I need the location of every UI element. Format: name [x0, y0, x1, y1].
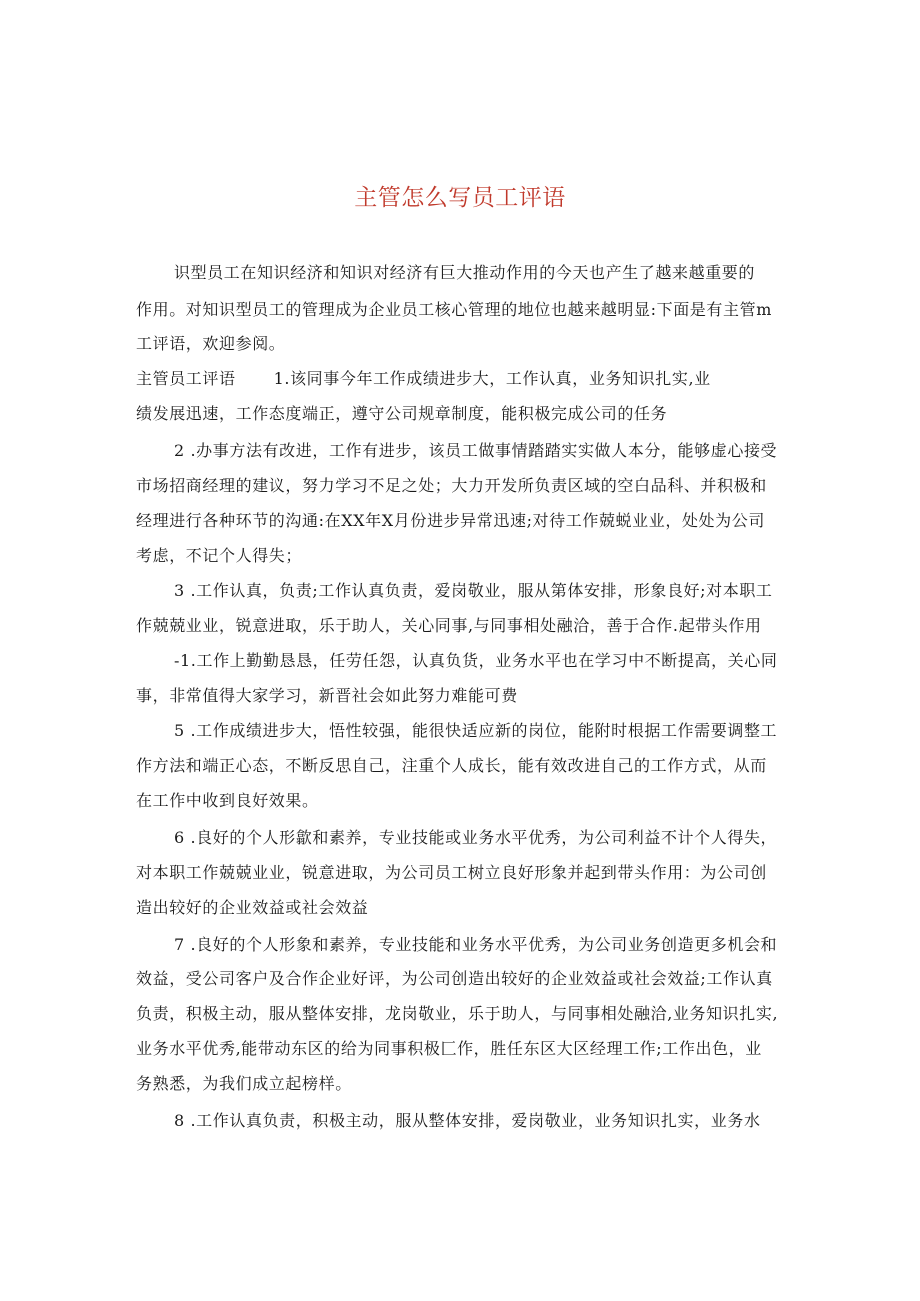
paragraph-line: 识型员工在知识经济和知识对经济有巨大推动作用的今天也产生了越来越重要的 [174, 263, 756, 282]
paragraph-line: 对本职工作兢兢业业，锐意进取，为公司员工树立良好形象并起到带头作用：为公司创 [136, 863, 767, 882]
paragraph-text: 1.该同事今年工作成绩进步大，工作认真，业务知识扎实,业 [273, 369, 711, 388]
paragraph-line: 经理进行各种环节的沟通:在XX年X月份进步异常迅速;对待工作兢蜕业业，处处为公司 [136, 511, 765, 530]
paragraph-line: 工评语，欢迎参阅。 [136, 334, 286, 353]
paragraph-line: 业务水平优秀,能带动东区的给为同事积极匚作，胜任东区大区经理工作;工作出色，业 [136, 1039, 762, 1058]
paragraph-line: 市场招商经理的建议，努力学习不足之处；大力开发所负责区域的空白品科、并积极和 [136, 476, 767, 495]
paragraph-line: 3 .工作认真，负责;工作认真负责，爱岗敬业，服从第体安排，形象良好;对本职工 [174, 581, 773, 600]
paragraph-line: 负责，积极主动，服从整体安排，龙岗敬业，乐于助人，与同事相处融洽,业务知识扎实, [136, 1004, 779, 1023]
paragraph-line: 2 .办事方法有改进，工作有进步，该员工做事情踏踏实实做人本分，能够虚心接受 [174, 441, 778, 460]
paragraph-line: 作方法和端正心态，不断反思自己，注重个人成长，能有效改进自己的工作方式，从而 [136, 756, 767, 775]
document-title: 主管怎么写员工评语 [354, 185, 566, 211]
paragraph-line: -1.工作上勤勤恳恳，任劳任怨，认真负货，业务水平也在学习中不断提高，关心同 [174, 651, 778, 670]
paragraph-line: 6 .良好的个人形歙和素养，专业技能或业务水平优秀，为公司利益不计个人得失， [174, 828, 778, 847]
paragraph-line: 作用。对知识型员工的管理成为企业员工核心管理的地位也越来越明显:下面是有主管m [136, 300, 772, 319]
paragraph-line: 在工作中收到良好效果。 [136, 791, 319, 810]
paragraph-line: 7 .良好的个人形象和素养，专业技能和业务水平优秀，为公司业务创造更多机会和 [174, 935, 778, 954]
paragraph-line: 作兢兢业业，锐意进取，乐于助人，关心同事,与同事相处融洽，善于合作.起带头作用 [136, 616, 762, 635]
mixed-line [136, 368, 786, 390]
paragraph-line: 造出较好的企业效益或社会效益 [136, 898, 369, 917]
paragraph-line: 务熟悉，为我们成立起榜样。 [136, 1074, 352, 1093]
paragraph-line: 5 .工作成绩进步大，悟性较强，能很快适应新的岗位，能附时根据工作需要调整工 [174, 721, 778, 740]
paragraph-line: 事，非常值得大家学习，新晋社会如此努力难能可费 [136, 686, 518, 705]
paragraph-line: 8 .工作认真负责，积极主动，服从整体安排，爱岗敬业，业务知识扎实，业务水 [174, 1111, 761, 1130]
paragraph-line: 考虑，不记个人得失； [136, 546, 303, 565]
paragraph-line: 绩发展迅速，工作态度端正，遵守公司规章制度，能积极完成公司的任务 [136, 404, 668, 423]
section-label: 主管员工评语 [136, 369, 236, 388]
paragraph-line: 效益，受公司客户及合作企业好评，为公司创造出较好的企业效益或社会效益;工作认真 [136, 969, 773, 988]
